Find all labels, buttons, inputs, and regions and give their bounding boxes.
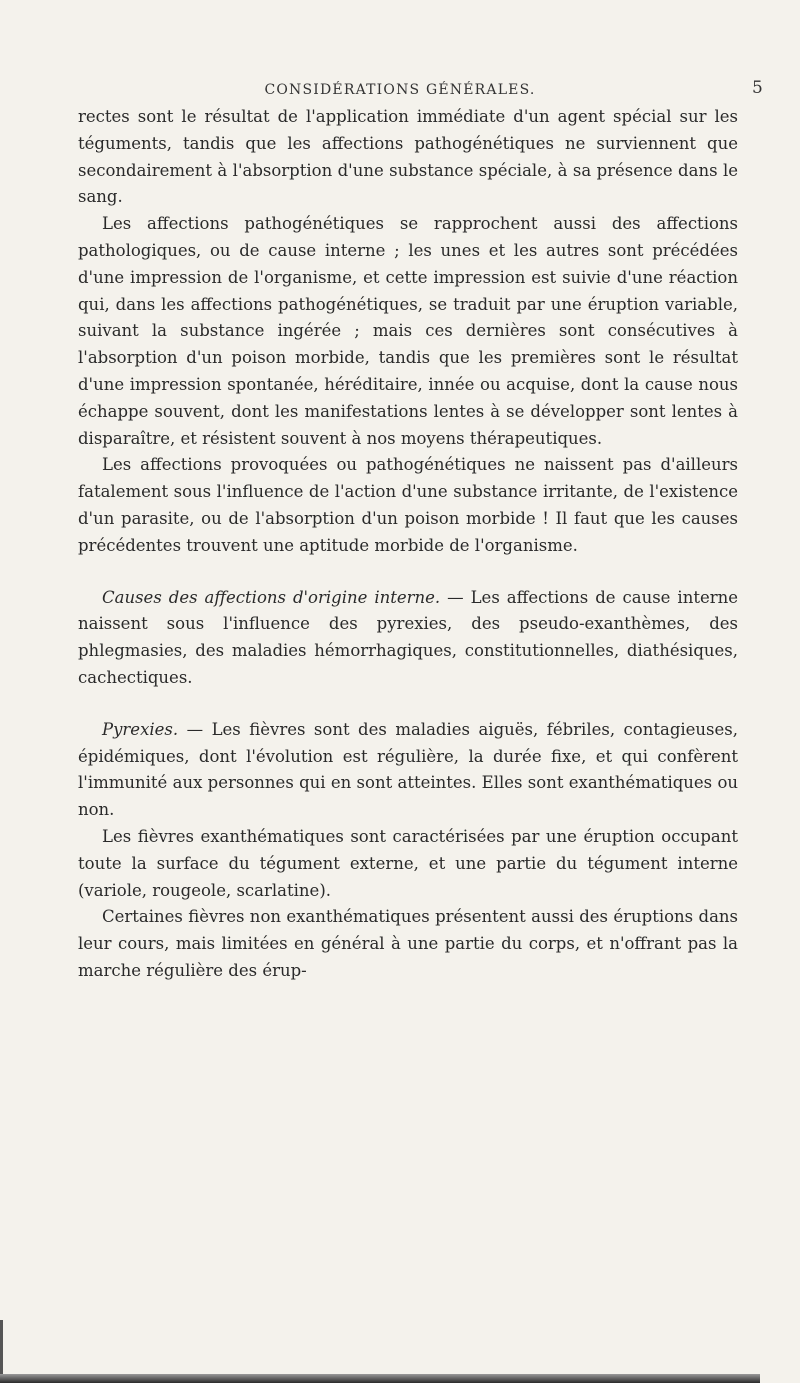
- body-text: [78, 104, 738, 985]
- paragraph-text: — Les affections de cause interne naissent sous l'influence des pyrexies, des pseudo-exanthèmes, des phlegmasies, des maladies hémorrhagiques, constitutionnelles, diathésiques, cachectiques.: [78, 587, 738, 687]
- section-heading: Causes des affections d'origine interne.: [102, 587, 441, 607]
- paragraph-4: [78, 585, 738, 692]
- paragraph-text: Les fièvres exanthématiques sont caractérisées par une éruption occupant toute la surface du tégument externe, et une partie du tégument interne (variole, rougeole, scarlatine).: [78, 826, 738, 900]
- paragraph-text: — Les fièvres sont des maladies aiguës, fébriles, contagieuses, épidémiques, dont l'évolution est régulière, la durée fixe, et qui confèrent l'immunité aux personnes qui en sont atteintes. Elles sont exanthématiques ou non.: [78, 719, 738, 820]
- paragraph-text: rectes sont le résultat de l'application immédiate d'un agent spécial sur les téguments, tandis que les affections pathogénétiques ne surviennent que secondairement à l'absorption d'une substance spéciale, à sa présence dans le sang.: [78, 107, 738, 207]
- bottom-edge-shadow: [0, 1374, 760, 1383]
- section-heading: Pyrexies.: [102, 719, 179, 739]
- paragraph-text: Les affections provoquées ou pathogénétiques ne naissent pas d'ailleurs fatalement sous l'influence de l'action d'une substance irritante, de l'existence d'un parasite, ou de l'absorption d'un poison morbide ! Il faut que les causes précédentes trouvent une aptitude morbide de l'organisme.: [78, 455, 738, 555]
- paragraph-text: Certaines fièvres non exanthématiques présentent aussi des éruptions dans leur cours, mais limitées en général à une partie du corps, et n'offrant pas la marche régulière des érup-: [78, 907, 738, 980]
- paragraph-3: [78, 452, 738, 559]
- paragraph-6: [78, 824, 738, 904]
- paragraph-7: [78, 904, 738, 984]
- paragraph-5: [78, 717, 738, 824]
- paragraph-text: Les affections pathogénétiques se rapprochent aussi des affections pathologiques, ou de cause interne ; les unes et les autres sont précédées d'une impression de l'organisme, et cette impression est suivie d'une réaction qui, dans les affections pathogénétiques, se traduit par une éruption variable, suivant la substance ingérée ; mais ces dernières sont consécutives à l'absorption d'un poison morbide, tandis que les premières sont le résultat d'une impression spontanée, héréditaire, innée ou acquise, dont la cause nous échappe souvent, dont les manifestations lentes à se développer sont lentes à disparaître, et résistent souvent à nos moyens thérapeutiques.: [78, 214, 738, 448]
- page-number: 5: [752, 78, 763, 98]
- paragraph-2: [78, 211, 738, 452]
- paragraph-1: [78, 104, 738, 211]
- running-head: CONSIDÉRATIONS GÉNÉRALES.: [264, 82, 536, 98]
